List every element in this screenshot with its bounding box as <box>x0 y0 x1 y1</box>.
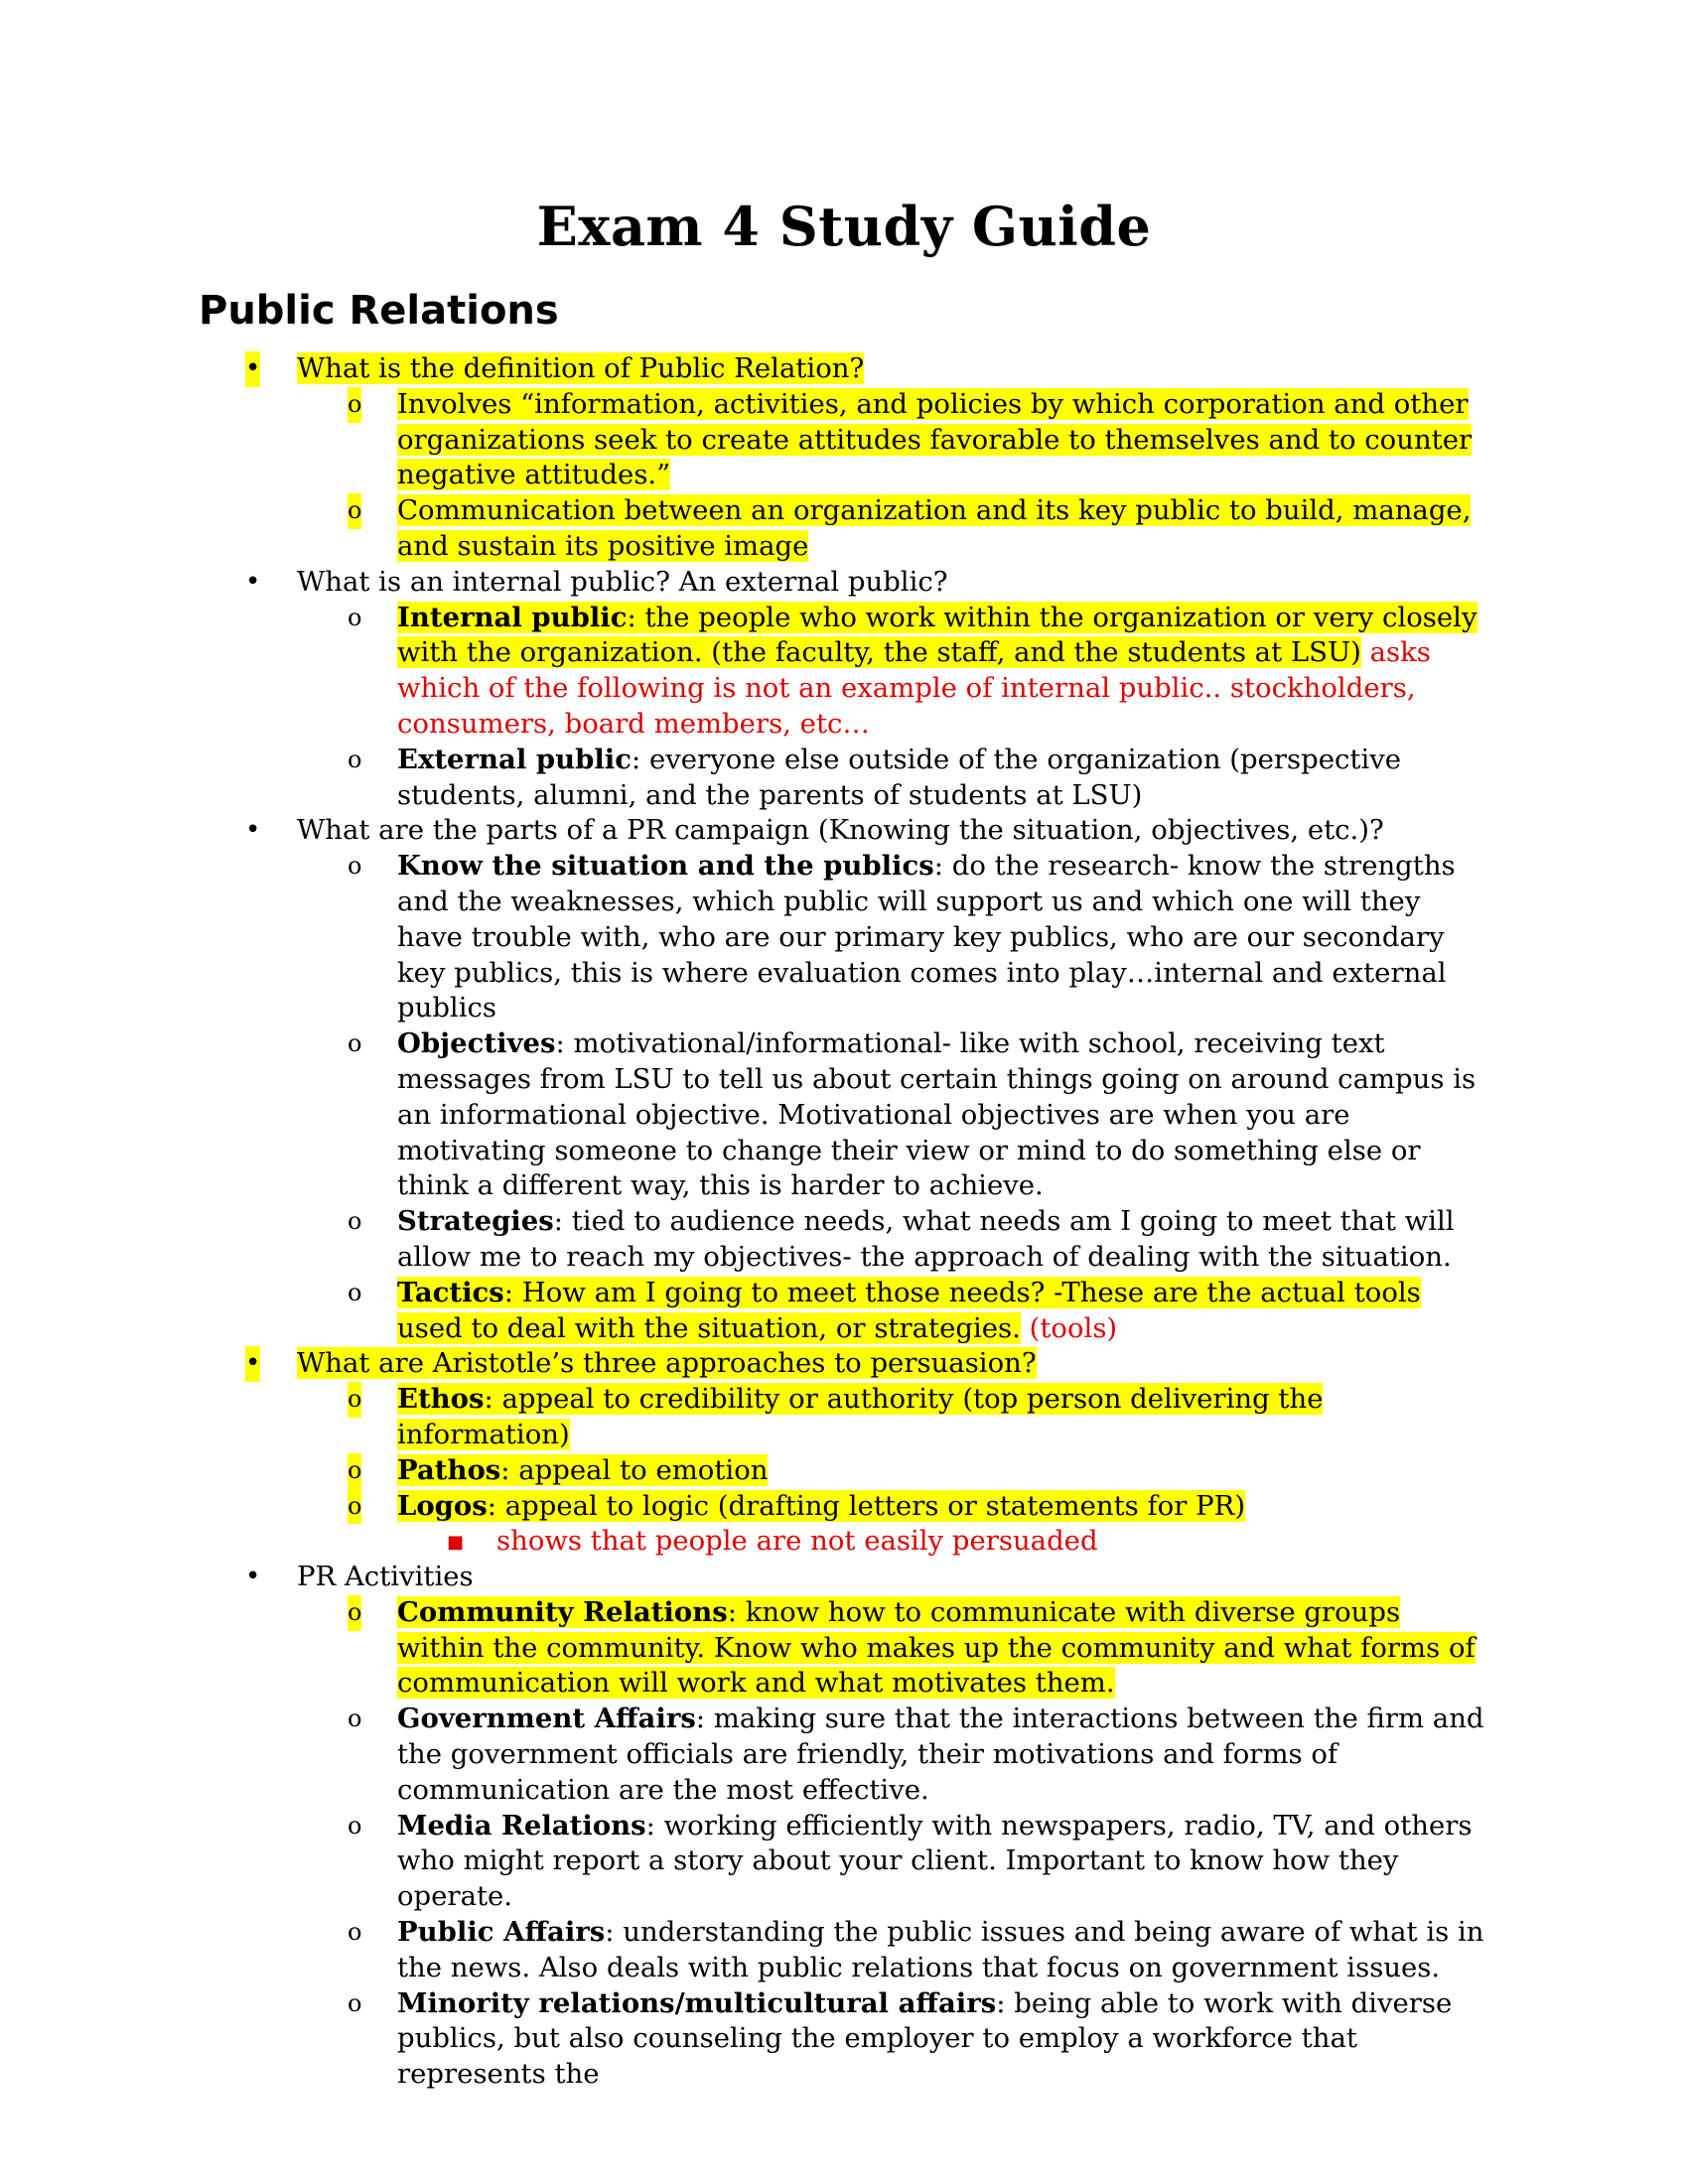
circle-bullet-icon: o <box>348 1918 362 1947</box>
circle-bullet-icon: o <box>348 852 362 881</box>
instructor-note: asks which of the following is not an example of internal public.. stockholders, consumers, board members, etc… <box>397 636 1431 740</box>
list-item <box>0 1915 1688 1986</box>
square-bullet-icon: ■ <box>447 1532 465 1554</box>
list-item <box>0 387 1688 493</box>
list-item <box>0 743 1688 814</box>
circle-bullet-icon: o <box>348 1988 362 2017</box>
circle-bullet-icon: o <box>348 1705 362 1733</box>
answer-text: : motivational/informational- like with school, receiving text messages from LSU to tell us about certain things going on around campus is an informational objective. Motivational objectives are when you are motivating someone to change their view or mind to do something else or think a different way, this is harder to achieve. <box>397 1027 1477 1202</box>
answer-text: Communication between an organization and its key public to build, manage, and sustain its positive image <box>397 494 1472 562</box>
list-item <box>0 1489 1688 1525</box>
circle-bullet-icon: o <box>348 603 362 631</box>
list-item <box>0 493 1688 565</box>
list-item <box>0 1026 1688 1204</box>
answer-text: : being able to work with diverse publics, but also counseling the employer to employ a workforce that represents the <box>397 1986 1453 2091</box>
answer-text: : appeal to credibility or authority (top person delivering the information) <box>397 1383 1324 1450</box>
answer-text: : the people who work within the organization or very closely with the organization. (the faculty, the staff, and the students at LSU) <box>397 601 1477 669</box>
circle-bullet-icon: o <box>348 745 362 773</box>
list-item <box>0 849 1688 1026</box>
bullet-icon: • <box>245 566 261 597</box>
term-label: Pathos <box>397 1453 501 1486</box>
list-item <box>0 813 1688 849</box>
answer-text: Involves “information, activities, and policies by which corporation and other organizations seek to create attitudes favorable to themselves and to counter negative attitudes.” <box>397 387 1473 491</box>
answer-text: : appeal to emotion <box>500 1453 769 1486</box>
page-title: Exam 4 Study Guide <box>536 195 1152 258</box>
list-item <box>0 565 1688 601</box>
list-item <box>0 1346 1688 1382</box>
list-item <box>0 1453 1688 1489</box>
section-heading: Public Relations <box>199 288 559 334</box>
question-text: PR Activities <box>297 1561 474 1593</box>
term-label: Internal public <box>397 601 628 633</box>
answer-text: : How am I going to meet those needs? -These are the actual tools used to deal with the situation, or strategies. <box>397 1276 1421 1344</box>
term-label: Strategies <box>397 1205 554 1238</box>
outline-list <box>0 351 1688 2093</box>
list-item <box>0 1560 1688 1595</box>
bullet-icon: • <box>245 1562 261 1592</box>
list-item <box>0 1986 1688 2093</box>
circle-bullet-icon: o <box>348 1811 362 1840</box>
answer-text: : do the research- know the strengths and the weaknesses, which public will support us and which one will they have trouble with, who are our primary key publics, who are our secondary key publics, this is where evaluation comes into play…internal and external publics <box>397 850 1456 1024</box>
list-item <box>0 1276 1688 1347</box>
list-item <box>0 1702 1688 1808</box>
term-label: Public Affairs <box>397 1916 606 1949</box>
term-label: Minority relations/multicultural affairs <box>397 1986 997 2019</box>
list-item <box>0 1524 1688 1560</box>
circle-bullet-icon: o <box>348 1489 361 1525</box>
instructor-note: shows that people are not easily persuaded <box>496 1525 1098 1558</box>
term-label: Know the situation and the publics <box>397 850 934 883</box>
answer-text: : know how to communicate with diverse groups within the community. Know who makes up the community and what forms of communication will work and what motivates them. <box>397 1595 1476 1700</box>
term-label: External public <box>397 743 632 775</box>
question-text: What are Aristotle’s three approaches to persuasion? <box>297 1347 1037 1380</box>
list-item <box>0 1382 1688 1453</box>
list-item <box>0 1204 1688 1276</box>
bullet-icon: • <box>245 351 260 387</box>
bullet-icon: • <box>245 815 261 846</box>
term-label: Community Relations <box>397 1595 728 1628</box>
term-label: Media Relations <box>397 1809 646 1842</box>
answer-text: : making sure that the interactions between the firm and the government officials are friendly, their motivations and forms of communication are the most effective. <box>397 1703 1484 1806</box>
circle-bullet-icon: o <box>348 1029 362 1058</box>
question-text: What is the definition of Public Relation? <box>297 352 865 384</box>
answer-text: : tied to audience needs, what needs am I going to meet that will allow me to reach my objectives- the approach of dealing with the situation. <box>397 1205 1455 1273</box>
answer-text: : understanding the public issues and being aware of what is in the news. Also deals with public relations that focus on government issues. <box>397 1916 1484 1983</box>
list-item <box>0 601 1688 743</box>
question-text: What is an internal public? An external public? <box>297 565 948 598</box>
list-item <box>0 1809 1688 1915</box>
circle-bullet-icon: o <box>348 493 361 529</box>
list-item <box>0 351 1688 387</box>
answer-text: : appeal to logic (drafting letters or statements for PR) <box>487 1489 1246 1522</box>
circle-bullet-icon: o <box>348 1595 361 1631</box>
term-label: Tactics <box>397 1276 504 1308</box>
circle-bullet-icon: o <box>348 1382 361 1418</box>
question-text: What are the parts of a PR campaign (Knowing the situation, objectives, etc.)? <box>297 814 1384 847</box>
term-label: Logos <box>397 1489 488 1522</box>
circle-bullet-icon: o <box>348 1453 361 1489</box>
circle-bullet-icon: o <box>348 387 361 423</box>
circle-bullet-icon: o <box>348 1207 362 1236</box>
term-label: Ethos <box>397 1383 485 1416</box>
list-item <box>0 1595 1688 1702</box>
circle-bullet-icon: o <box>348 1278 362 1306</box>
term-label: Objectives <box>397 1027 556 1060</box>
bullet-icon: • <box>245 1346 260 1382</box>
term-label: Government Affairs <box>397 1703 696 1735</box>
instructor-note: (tools) <box>1020 1311 1118 1344</box>
answer-text: : working efficiently with newspapers, radio, TV, and others who might report a story about your client. Important to know how they operate. <box>397 1809 1473 1913</box>
answer-text: : everyone else outside of the organization (perspective students, alumni, and the parents of students at LSU) <box>397 743 1402 811</box>
